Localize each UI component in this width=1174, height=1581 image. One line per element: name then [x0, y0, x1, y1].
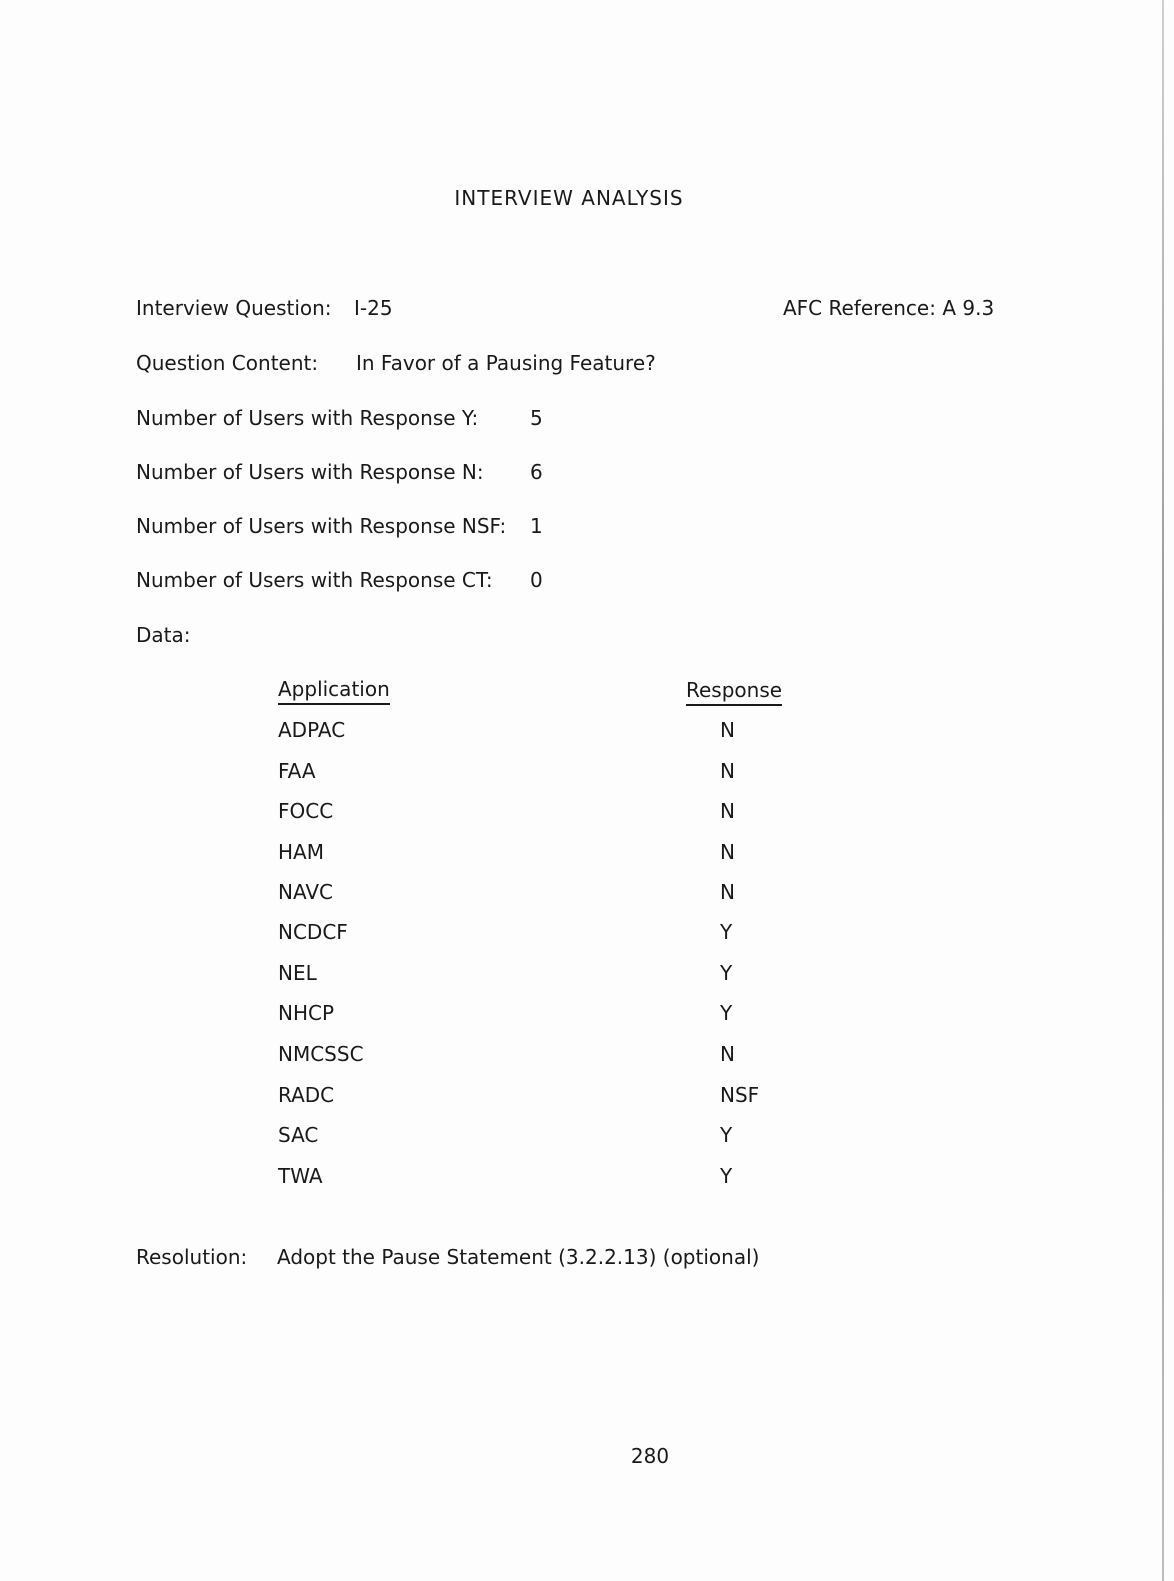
afc-reference: AFC Reference: A 9.3	[783, 296, 995, 320]
table-cell-application: HAM	[278, 840, 324, 864]
data-label: Data:	[136, 623, 191, 647]
table-cell-response: Y	[720, 1164, 733, 1188]
count-nsf-value: 1	[530, 514, 543, 538]
table-cell-response: Y	[720, 920, 733, 944]
page-title: INTERVIEW ANALYSIS	[454, 186, 684, 210]
count-n-label: Number of Users with Response N:	[136, 460, 484, 484]
resolution-value: Adopt the Pause Statement (3.2.2.13) (optional)	[277, 1245, 760, 1269]
interview-question-value: I-25	[354, 296, 393, 320]
page-edge	[1162, 0, 1164, 1581]
table-cell-application: NMCSSC	[278, 1042, 364, 1066]
interview-question-label: Interview Question:	[136, 296, 332, 320]
table-cell-response: N	[720, 880, 735, 904]
table-cell-response: Y	[720, 1123, 733, 1147]
table-cell-application: SAC	[278, 1123, 319, 1147]
table-cell-application: NCDCF	[278, 920, 348, 944]
table-cell-application: NHCP	[278, 1001, 335, 1025]
table-cell-response: Y	[720, 961, 733, 985]
table-cell-application: FAA	[278, 759, 316, 783]
table-cell-application: NAVC	[278, 880, 334, 904]
table-cell-response: Y	[720, 1001, 733, 1025]
table-header-response: Response	[686, 678, 782, 706]
table-cell-response: N	[720, 718, 735, 742]
count-nsf-label: Number of Users with Response NSF:	[136, 514, 507, 538]
count-y-value: 5	[530, 406, 543, 430]
table-cell-application: RADC	[278, 1083, 335, 1107]
table-cell-application: NEL	[278, 961, 317, 985]
table-header-application: Application	[278, 677, 390, 705]
resolution-label: Resolution:	[136, 1245, 248, 1269]
page-number: 280	[630, 1444, 670, 1468]
table-cell-response: N	[720, 759, 735, 783]
count-y-label: Number of Users with Response Y:	[136, 406, 479, 430]
table-cell-application: FOCC	[278, 799, 334, 823]
table-cell-application: ADPAC	[278, 718, 346, 742]
table-cell-response: N	[720, 840, 735, 864]
count-ct-label: Number of Users with Response CT:	[136, 568, 493, 592]
count-ct-value: 0	[530, 568, 543, 592]
table-cell-response: N	[720, 1042, 735, 1066]
question-content-label: Question Content:	[136, 351, 319, 375]
count-n-value: 6	[530, 460, 543, 484]
table-cell-response: NSF	[720, 1083, 760, 1107]
question-content-value: In Favor of a Pausing Feature?	[356, 351, 656, 375]
table-cell-application: TWA	[278, 1164, 323, 1188]
table-cell-response: N	[720, 799, 735, 823]
